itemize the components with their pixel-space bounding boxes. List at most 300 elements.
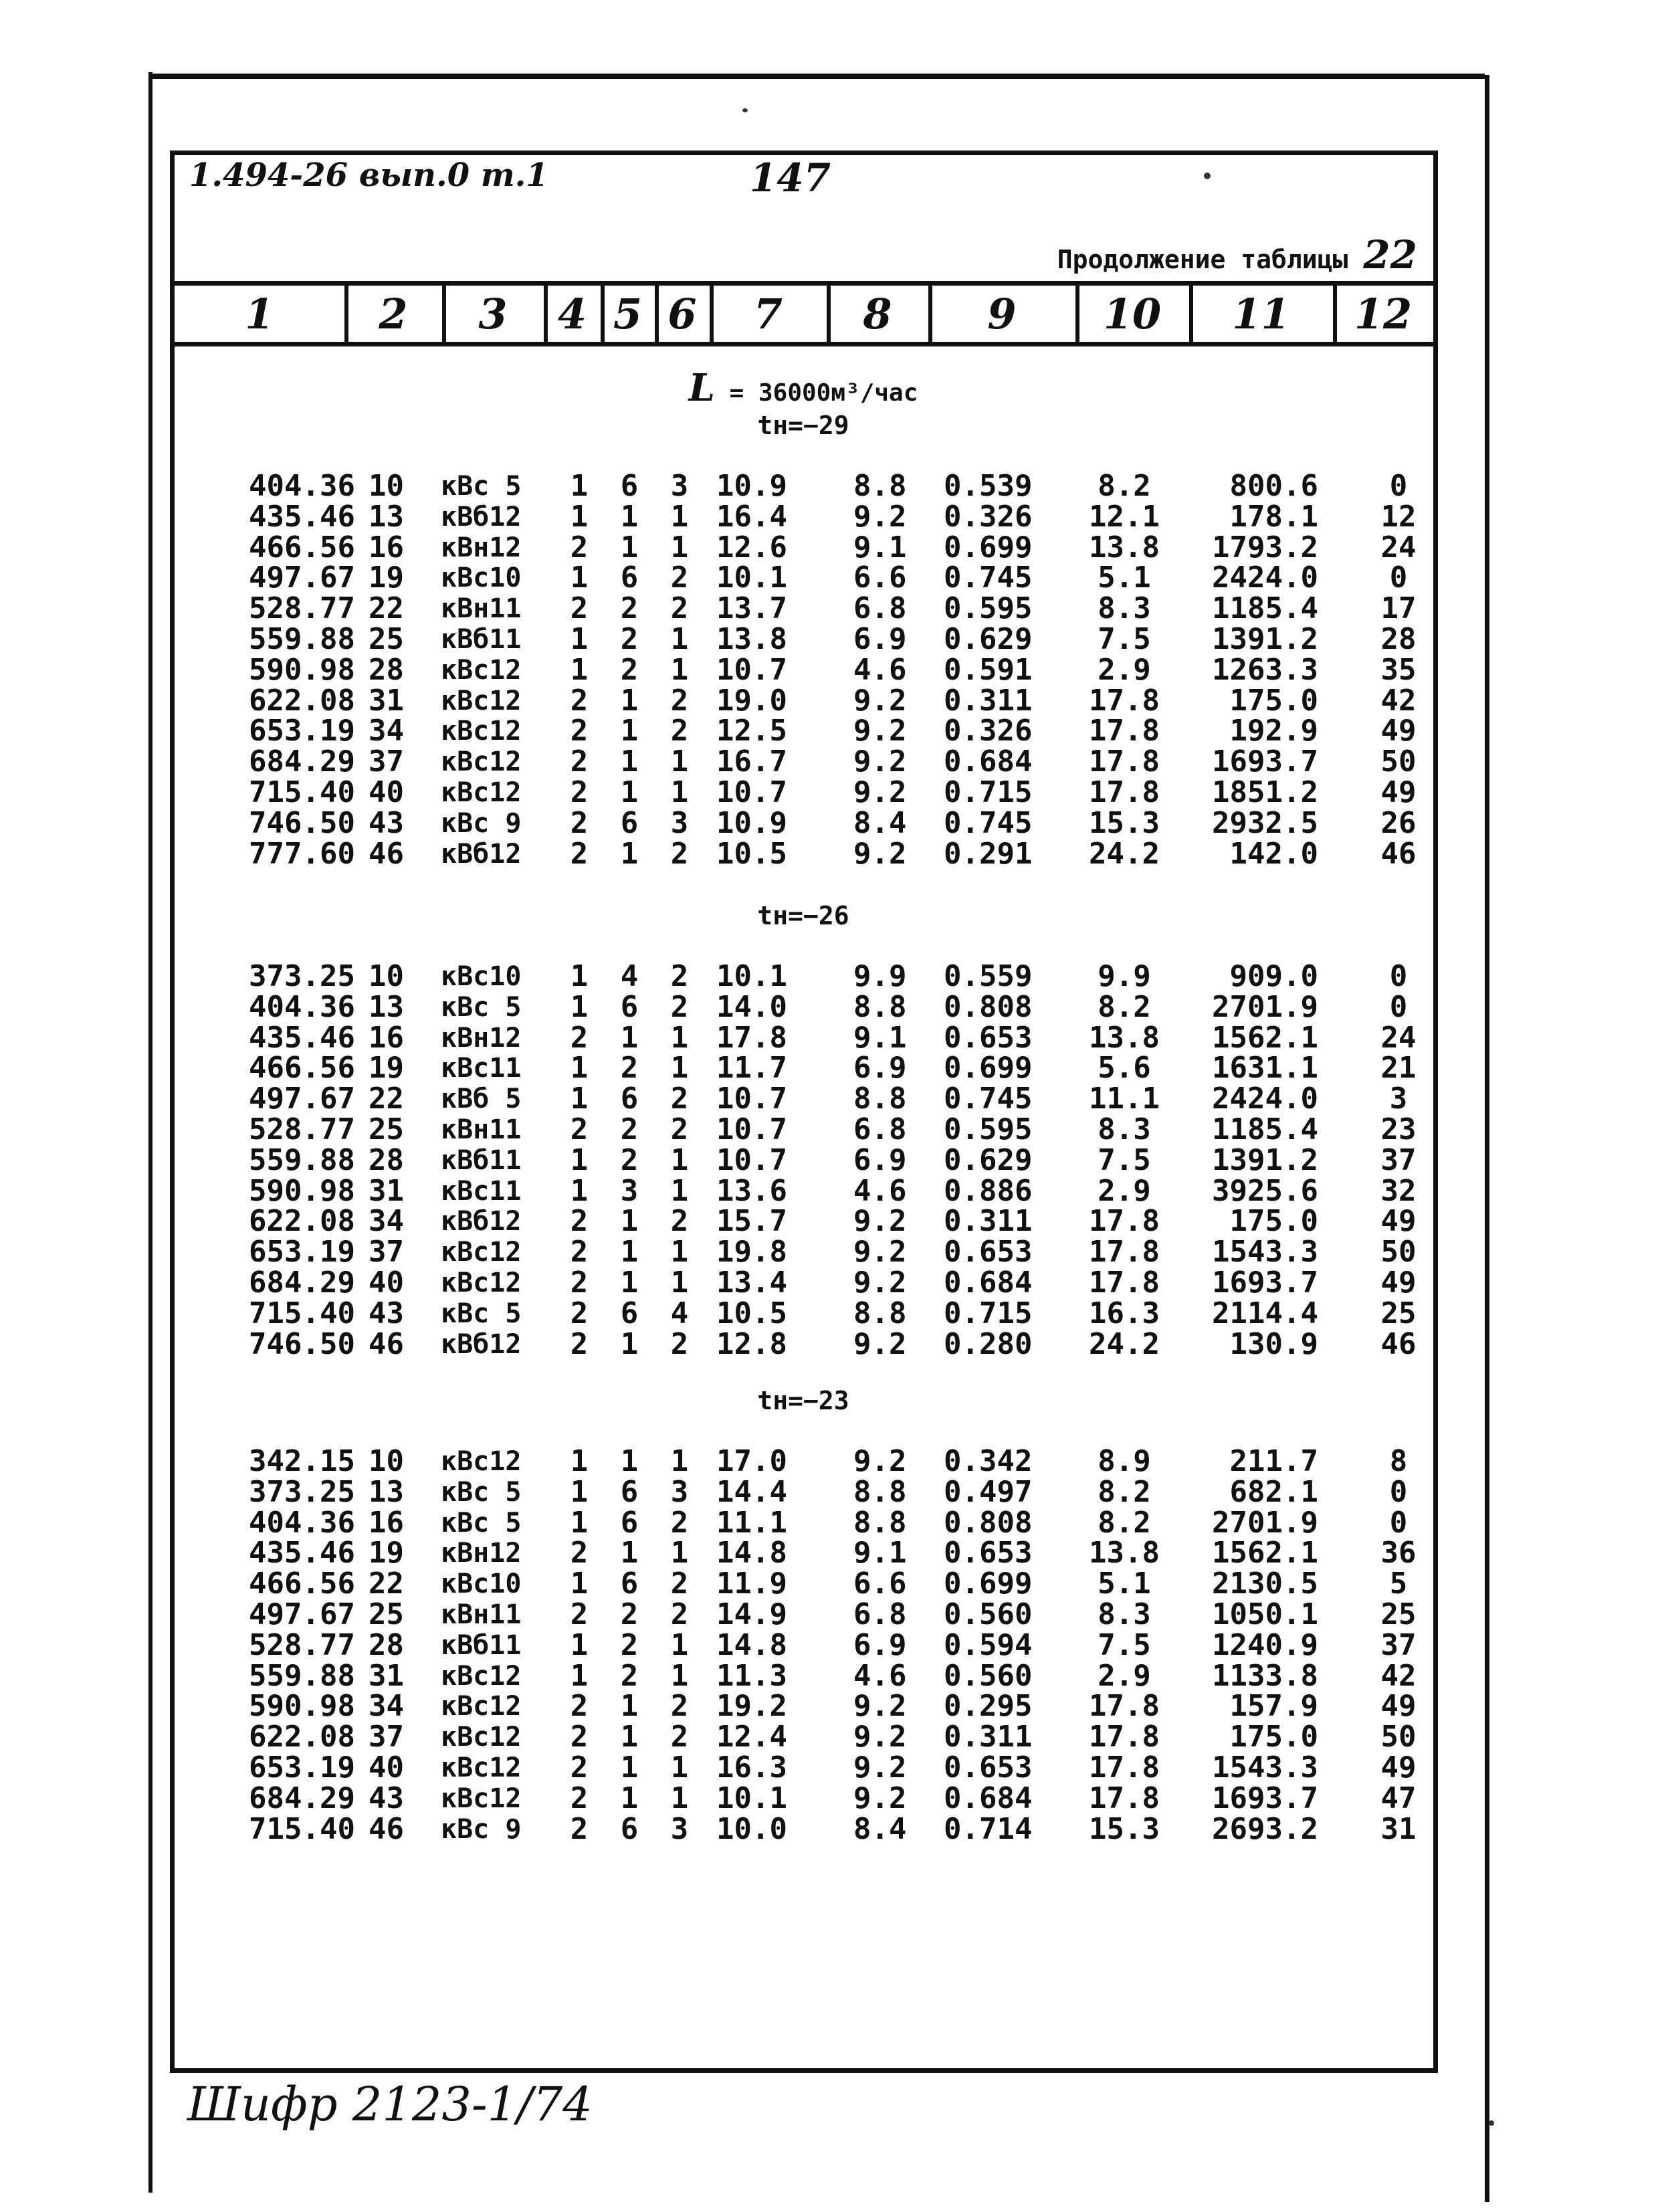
cell-col-7: 14.0 [716,989,787,1024]
cell-col-9: 0.653 [944,1536,1033,1571]
cell-col-10: 7.5 [1098,622,1151,656]
cell-col-9: 0.715 [944,775,1033,809]
cell-col-3: кВс11 [441,1175,522,1207]
cell-col-10: 8.3 [1098,591,1151,626]
cell-col-7: 17.0 [716,1444,787,1478]
cell-col-2: 43 [369,1781,404,1815]
cell-col-12: 26 [1380,805,1417,840]
cell-col-3: кВб12 [441,501,522,532]
cell-col-9: 0.629 [944,1142,1033,1177]
cell-col-8: 8.8 [853,1474,907,1509]
cell-col-6: 2 [670,836,689,871]
cell-col-2: 16 [369,530,404,565]
cell-col-11: 142.0 [1229,836,1318,871]
cell-col-8: 6.9 [853,1627,907,1662]
cell-col-2: 40 [369,1750,404,1785]
cell-col-12: 36 [1380,1536,1417,1571]
cell-col-5: 1 [620,1689,639,1724]
cell-col-9: 0.559 [944,959,1033,993]
cell-col-2: 31 [369,1173,404,1208]
cell-col-2: 22 [369,591,404,626]
cell-col-11: 2701.9 [1212,989,1318,1024]
cell-col-1: 466.56 [249,1567,355,1601]
cell-col-6: 3 [670,1811,689,1846]
cell-col-8: 9.2 [853,714,907,748]
cell-col-2: 37 [369,1235,404,1270]
cell-col-11: 1851.2 [1212,775,1318,809]
cell-col-1: 590.98 [249,1173,355,1208]
cell-col-1: 653.19 [249,1750,355,1785]
cell-col-9: 0.653 [944,1235,1033,1270]
cell-col-8: 6.9 [853,1142,907,1177]
cell-col-2: 34 [369,714,404,748]
cell-col-7: 15.7 [716,1204,787,1239]
cell-col-8: 9.2 [853,1720,907,1754]
cell-col-2: 31 [369,683,404,718]
cell-col-12: 50 [1380,1720,1417,1754]
cell-col-7: 11.3 [716,1658,787,1693]
cell-col-3: кВс 5 [441,1476,522,1508]
cell-col-8: 8.8 [853,1505,907,1540]
cell-col-4: 2 [570,744,589,779]
cell-col-9: 0.311 [944,1204,1033,1239]
cell-col-9: 0.886 [944,1173,1033,1208]
cell-col-4: 2 [570,1781,589,1815]
cell-col-6: 2 [670,1082,689,1116]
cell-col-12: 49 [1380,1750,1417,1785]
cell-col-11: 1693.7 [1212,1266,1318,1300]
cell-col-10: 13.8 [1089,1020,1160,1055]
cell-col-3: кВс12 [441,716,522,747]
cell-col-5: 1 [620,1444,639,1478]
cell-col-9: 0.684 [944,1266,1033,1300]
cell-col-5: 1 [620,836,639,871]
cell-col-1: 746.50 [249,805,355,840]
cell-col-11: 1391.2 [1212,1142,1318,1177]
column-header-separator [175,342,1433,346]
cell-col-1: 404.36 [249,469,355,503]
cell-col-5: 6 [620,1474,639,1509]
cell-col-6: 1 [670,1750,689,1785]
cell-col-8: 8.4 [853,1811,907,1846]
cell-col-7: 10.7 [716,652,787,687]
cell-col-9: 0.311 [944,683,1033,718]
cell-col-8: 8.8 [853,469,907,503]
cell-col-1: 715.40 [249,1296,355,1330]
scan-speck [1489,2120,1494,2126]
column-number-5: 5 [613,290,643,338]
cell-col-1: 528.77 [249,1627,355,1662]
cell-col-9: 0.291 [944,836,1033,871]
cell-col-3: кВн12 [441,1022,522,1053]
cell-col-11: 130.9 [1229,1326,1318,1361]
cell-col-6: 1 [670,1020,689,1055]
cell-col-10: 13.8 [1089,1536,1160,1571]
cell-col-3: кВб11 [441,624,522,655]
cell-col-9: 0.653 [944,1020,1033,1055]
cell-col-11: 1185.4 [1212,591,1318,626]
cell-col-10: 17.8 [1089,1235,1160,1270]
cell-col-6: 1 [670,530,689,565]
cell-col-12: 50 [1380,744,1417,779]
cell-col-3: кВс10 [441,563,522,594]
cell-col-12: 0 [1389,1505,1408,1540]
cell-col-9: 0.808 [944,989,1033,1024]
cell-col-12: 12 [1380,499,1417,534]
flow-symbol: L [688,366,715,410]
cell-col-10: 2.9 [1098,652,1151,687]
cell-col-3: кВс12 [441,1691,522,1722]
cell-col-7: 12.6 [716,530,787,565]
cell-col-3: кВс 5 [441,991,522,1023]
cell-col-6: 1 [670,1781,689,1815]
cell-col-1: 715.40 [249,775,355,809]
cell-col-3: кВс11 [441,1053,522,1084]
cell-col-12: 21 [1380,1051,1417,1086]
cell-col-2: 13 [369,989,404,1024]
cell-col-5: 1 [620,1536,639,1571]
cell-col-11: 2701.9 [1212,1505,1318,1540]
cell-col-5: 6 [620,1811,639,1846]
cell-col-2: 16 [369,1505,404,1540]
cell-col-7: 19.0 [716,683,787,718]
cell-col-8: 9.2 [853,744,907,779]
cell-col-7: 10.7 [716,1112,787,1146]
cell-col-4: 2 [570,1811,589,1846]
cell-col-3: кВн11 [441,1114,522,1145]
cell-col-6: 1 [670,744,689,779]
cell-col-6: 1 [670,1142,689,1177]
cell-col-5: 1 [620,1720,639,1754]
scan-speck [742,108,748,112]
cell-col-9: 0.560 [944,1658,1033,1693]
cell-col-5: 1 [620,499,639,534]
cell-col-1: 435.46 [249,1020,355,1055]
cell-col-2: 34 [369,1689,404,1724]
cell-col-10: 12.1 [1089,499,1160,534]
cell-col-2: 22 [369,1082,404,1116]
cell-col-10: 17.8 [1089,683,1160,718]
cell-col-11: 2424.0 [1212,1082,1318,1116]
cell-col-11: 175.0 [1229,683,1318,718]
cell-col-7: 10.5 [716,836,787,871]
cell-col-6: 1 [670,1266,689,1300]
cell-col-2: 31 [369,1658,404,1693]
continuation-text: Продолжение таблицы [1057,245,1348,274]
column-number-1: 1 [245,290,274,338]
cell-col-2: 43 [369,1296,404,1330]
cell-col-1: 528.77 [249,591,355,626]
cell-col-10: 9.9 [1098,959,1151,993]
cell-col-4: 2 [570,1689,589,1724]
section-title: tн=−26 [757,901,849,930]
cell-col-12: 17 [1380,591,1417,626]
cell-col-4: 1 [570,652,589,687]
continuation-label [1057,232,1417,278]
cell-col-5: 6 [620,805,639,840]
cell-col-12: 24 [1380,1020,1417,1055]
cell-col-7: 11.9 [716,1567,787,1601]
cell-col-8: 8.4 [853,805,907,840]
cell-col-8: 6.6 [853,1567,907,1601]
cell-col-7: 14.8 [716,1536,787,1571]
cell-col-4: 2 [570,591,589,626]
cell-col-4: 2 [570,1750,589,1785]
cell-col-6: 3 [670,1474,689,1509]
cell-col-6: 1 [670,1444,689,1478]
cell-col-2: 40 [369,1266,404,1300]
cell-col-1: 497.67 [249,1597,355,1631]
cell-col-7: 11.7 [716,1051,787,1086]
cell-col-4: 1 [570,1474,589,1509]
cell-col-10: 13.8 [1089,530,1160,565]
cell-col-8: 9.9 [853,959,907,993]
cell-col-2: 19 [369,1536,404,1571]
cell-col-3: кВс10 [441,961,522,992]
cell-col-5: 1 [620,530,639,565]
cell-col-12: 25 [1380,1296,1417,1330]
cell-col-12: 49 [1380,1204,1417,1239]
cell-col-11: 3925.6 [1212,1173,1318,1208]
cell-col-2: 40 [369,775,404,809]
cell-col-4: 2 [570,1296,589,1330]
cell-col-4: 1 [570,561,589,595]
cell-col-3: кВс 9 [441,807,522,839]
cell-col-7: 19.8 [716,1235,787,1270]
cell-col-4: 2 [570,775,589,809]
cell-col-6: 2 [670,1689,689,1724]
cell-col-8: 9.2 [853,1750,907,1785]
cell-col-1: 466.56 [249,530,355,565]
cell-col-2: 25 [369,622,404,656]
cell-col-9: 0.497 [944,1474,1033,1509]
cell-col-3: кВб 5 [441,1084,522,1115]
cell-col-5: 6 [620,1296,639,1330]
cell-col-2: 25 [369,1112,404,1146]
cell-col-9: 0.591 [944,652,1033,687]
cell-col-9: 0.745 [944,805,1033,840]
cell-col-9: 0.808 [944,1505,1033,1540]
cell-col-8: 6.8 [853,591,907,626]
cell-col-12: 49 [1380,1689,1417,1724]
cell-col-12: 42 [1380,1658,1417,1693]
column-number-8: 8 [863,290,892,338]
cell-col-10: 17.8 [1089,1720,1160,1754]
cell-col-3: кВс12 [441,746,522,778]
cell-col-12: 49 [1380,1266,1417,1300]
cell-col-1: 653.19 [249,714,355,748]
cell-col-8: 9.2 [853,1781,907,1815]
cell-col-8: 4.6 [853,1658,907,1693]
cell-col-8: 6.8 [853,1597,907,1631]
cell-col-8: 9.2 [853,499,907,534]
cell-col-7: 13.8 [716,622,787,656]
cell-col-3: кВн11 [441,593,522,625]
cell-col-5: 2 [620,1051,639,1086]
cell-col-8: 4.6 [853,1173,907,1208]
cell-col-3: кВс12 [441,1446,522,1477]
cell-col-6: 2 [670,591,689,626]
cell-col-5: 6 [620,989,639,1024]
cell-col-5: 2 [620,622,639,656]
cell-col-5: 1 [620,683,639,718]
cell-col-8: 8.8 [853,989,907,1024]
cell-col-2: 37 [369,744,404,779]
cell-col-10: 8.3 [1098,1112,1151,1146]
cell-col-7: 10.9 [716,469,787,503]
cell-col-4: 2 [570,836,589,871]
cell-col-11: 1263.3 [1212,652,1318,687]
cell-col-4: 1 [570,1173,589,1208]
cell-col-9: 0.280 [944,1326,1033,1361]
cell-col-9: 0.595 [944,1112,1033,1146]
cell-col-2: 13 [369,1474,404,1509]
cell-col-4: 2 [570,805,589,840]
cell-col-7: 13.6 [716,1173,787,1208]
cell-col-6: 1 [670,1658,689,1693]
cell-col-3: кВб11 [441,1629,522,1661]
cell-col-3: кВс 5 [441,471,522,502]
cell-col-1: 559.88 [249,1142,355,1177]
cell-col-5: 1 [620,1750,639,1785]
cell-col-1: 559.88 [249,622,355,656]
cell-col-11: 2932.5 [1212,805,1318,840]
cell-col-1: 622.08 [249,683,355,718]
cell-col-6: 2 [670,1112,689,1146]
cell-col-1: 373.25 [249,1474,355,1509]
cell-col-5: 1 [620,744,639,779]
cell-col-12: 50 [1380,1235,1417,1270]
cell-col-7: 19.2 [716,1689,787,1724]
cell-col-4: 2 [570,1536,589,1571]
cell-col-10: 15.3 [1089,1811,1160,1846]
cell-col-7: 12.8 [716,1326,787,1361]
cell-col-11: 1631.1 [1212,1051,1318,1086]
cell-col-8: 9.2 [853,1266,907,1300]
cell-col-4: 1 [570,959,589,993]
cell-col-5: 2 [620,1142,639,1177]
cell-col-4: 1 [570,1082,589,1116]
cell-col-1: 684.29 [249,1781,355,1815]
cell-col-2: 19 [369,561,404,595]
cell-col-7: 10.0 [716,1811,787,1846]
cell-col-1: 342.15 [249,1444,355,1478]
cell-col-2: 10 [369,959,404,993]
cell-col-11: 211.7 [1229,1444,1318,1478]
cell-col-12: 0 [1389,1474,1408,1509]
cell-col-9: 0.326 [944,714,1033,748]
column-number-10: 10 [1103,290,1162,338]
cell-col-9: 0.560 [944,1597,1033,1631]
cell-col-12: 0 [1389,989,1408,1024]
cell-col-7: 17.8 [716,1020,787,1055]
cell-col-5: 4 [620,959,639,993]
cell-col-6: 2 [670,561,689,595]
cell-col-3: кВн12 [441,532,522,563]
cell-col-1: 497.67 [249,1082,355,1116]
table-frame [170,150,1438,2073]
cell-col-5: 6 [620,561,639,595]
cell-col-12: 37 [1380,1142,1417,1177]
cell-col-6: 2 [670,1597,689,1631]
cell-col-10: 2.9 [1098,1658,1151,1693]
flow-value: = 36000м³/час [729,379,918,407]
cell-col-2: 28 [369,1627,404,1662]
cell-col-11: 800.6 [1229,469,1318,503]
cell-col-6: 1 [670,652,689,687]
cell-col-6: 1 [670,1536,689,1571]
cell-col-10: 17.8 [1089,744,1160,779]
column-number-6: 6 [667,290,697,338]
cell-col-1: 528.77 [249,1112,355,1146]
cell-col-4: 1 [570,1505,589,1540]
cell-col-3: кВс12 [441,777,522,808]
cell-col-12: 25 [1380,1597,1417,1631]
cell-col-5: 2 [620,1627,639,1662]
cell-col-3: кВс12 [441,1237,522,1268]
cell-col-1: 435.46 [249,1536,355,1571]
cell-col-6: 2 [670,683,689,718]
cell-col-7: 14.4 [716,1474,787,1509]
cell-col-10: 24.2 [1089,836,1160,871]
cell-col-9: 0.699 [944,530,1033,565]
cell-col-11: 178.1 [1229,499,1318,534]
cell-col-1: 622.08 [249,1720,355,1754]
cell-col-7: 13.4 [716,1266,787,1300]
cell-col-10: 8.2 [1098,469,1151,503]
cell-col-12: 28 [1380,622,1417,656]
page-number: 147 [750,155,831,201]
cell-col-4: 2 [570,1597,589,1631]
cell-col-2: 46 [369,1811,404,1846]
cell-col-11: 175.0 [1229,1204,1318,1239]
cell-col-3: кВб12 [441,1328,522,1360]
cell-col-12: 37 [1380,1627,1417,1662]
cell-col-8: 9.2 [853,1204,907,1239]
cell-col-5: 3 [620,1173,639,1208]
cell-col-9: 0.745 [944,1082,1033,1116]
cell-col-11: 192.9 [1229,714,1318,748]
cell-col-5: 1 [620,1020,639,1055]
cell-col-5: 6 [620,469,639,503]
cell-col-1: 715.40 [249,1811,355,1846]
cell-col-5: 6 [620,1082,639,1116]
cell-col-9: 0.745 [944,561,1033,595]
cell-col-10: 5.6 [1098,1051,1151,1086]
cell-col-7: 10.1 [716,959,787,993]
cell-col-2: 22 [369,1567,404,1601]
cell-col-10: 7.5 [1098,1627,1151,1662]
cell-col-3: кВс12 [441,1268,522,1298]
cell-col-7: 10.1 [716,561,787,595]
cell-col-10: 15.3 [1089,805,1160,840]
cell-col-3: кВс 5 [441,1507,522,1538]
cell-col-6: 2 [670,1567,689,1601]
cell-col-10: 17.8 [1089,1689,1160,1724]
cell-col-6: 3 [670,805,689,840]
cell-col-5: 6 [620,1505,639,1540]
cell-col-7: 16.3 [716,1750,787,1785]
cell-col-3: кВс 9 [441,1813,522,1845]
cell-col-5: 1 [620,1235,639,1270]
cell-col-9: 0.684 [944,1781,1033,1815]
cell-col-1: 435.46 [249,499,355,534]
cell-col-3: кВс 5 [441,1298,522,1329]
cell-col-7: 14.8 [716,1627,787,1662]
cell-col-9: 0.539 [944,469,1033,503]
cell-col-11: 1185.4 [1212,1112,1318,1146]
cell-col-11: 1391.2 [1212,622,1318,656]
